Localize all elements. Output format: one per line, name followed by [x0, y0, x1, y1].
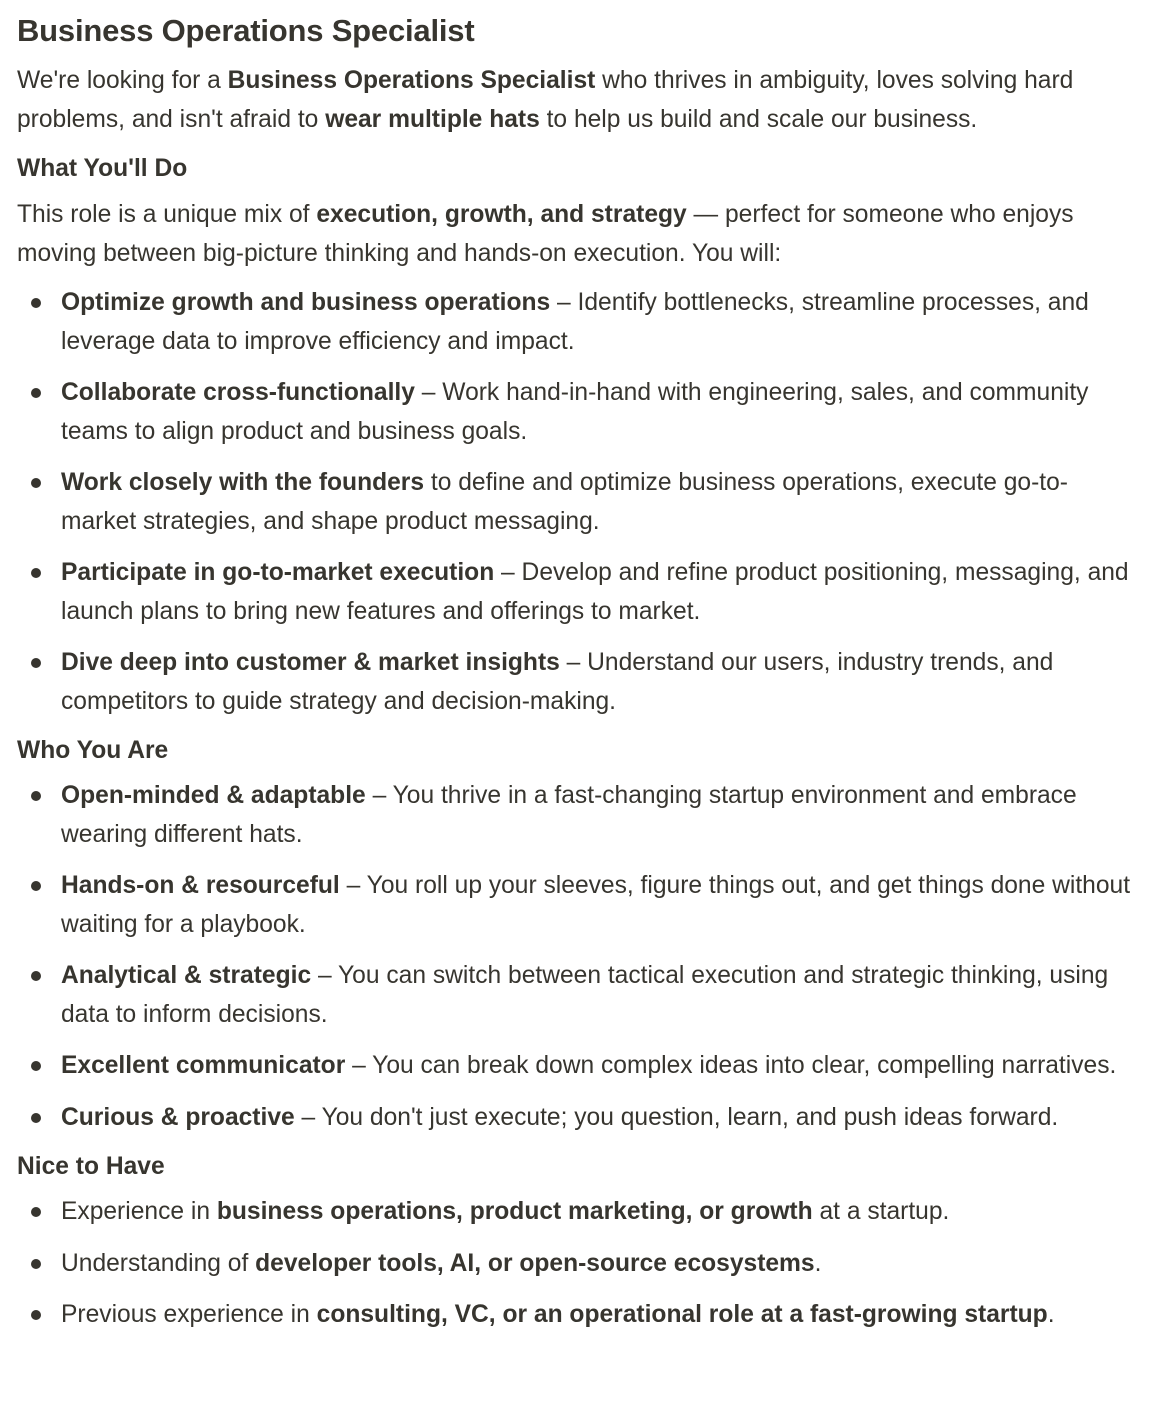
list-item	[17, 957, 1140, 1034]
item-post: .	[814, 1249, 822, 1277]
what-text-2: — perfect for someone who enjoys moving between big-picture thinking and hands-on execution. You will:	[17, 201, 1074, 267]
intro-bold-1: Business Operations Specialist	[227, 67, 596, 94]
bullet-icon	[31, 791, 41, 801]
item-bold: Hands-on & resourceful	[61, 872, 340, 899]
list-item	[17, 1296, 1140, 1335]
item-pre: Experience in	[61, 1198, 217, 1225]
bullet-icon	[31, 478, 41, 488]
item-bold: Work closely with the founders	[61, 469, 425, 496]
what-bold-1: execution, growth, and strategy	[316, 201, 687, 228]
what-paragraph	[17, 196, 1140, 273]
intro-bold-2: wear multiple hats	[325, 105, 540, 133]
intro-text-3: to help us build and scale our business.	[539, 105, 978, 133]
item-bold: business operations, product marketing, or growth	[216, 1198, 813, 1225]
list-item	[17, 284, 1140, 361]
item-bold: Collaborate cross-functionally	[61, 379, 415, 406]
item-post: at a startup.	[812, 1198, 950, 1225]
list-item	[17, 464, 1140, 541]
list-item	[17, 374, 1140, 451]
item-text: – You can switch between tactical execution and strategic thinking, using data to inform decisions.	[61, 962, 1109, 1028]
bullet-icon	[31, 1259, 41, 1269]
page-title: Business Operations Specialist	[17, 13, 475, 48]
item-bold: Open-minded & adaptable	[61, 782, 366, 809]
item-bold: Dive deep into customer & market insights	[61, 649, 560, 676]
list-item	[17, 777, 1140, 854]
item-bold: Curious & proactive	[61, 1103, 295, 1131]
intro-text-1: We're looking for a	[17, 67, 228, 94]
item-text: – You roll up your sleeves, figure things out, and get things done without waiting for a playbook.	[61, 872, 1131, 938]
intro-text-2: who thrives in ambiguity, loves solving hard problems, and isn't afraid to	[17, 67, 1074, 133]
list-item	[17, 1099, 1140, 1138]
bullet-icon	[31, 1061, 41, 1071]
item-bold: Optimize growth and business operations	[61, 289, 551, 316]
bullet-icon	[31, 1113, 41, 1123]
item-bold: Participate in go-to-market execution	[61, 559, 495, 586]
bullet-icon	[31, 881, 41, 891]
section-heading-who: Who You Are	[17, 737, 169, 764]
item-pre: Understanding of	[61, 1249, 256, 1277]
list-item	[17, 644, 1140, 721]
bullet-icon	[31, 971, 41, 981]
item-text: – Develop and refine product positioning, messaging, and launch plans to bring new features and offerings to market.	[61, 559, 1129, 625]
item-text: – You thrive in a fast-changing startup environment and embrace wearing different hats.	[61, 782, 1077, 848]
item-bold: consulting, VC, or an operational role at a fast-growing startup	[316, 1301, 1048, 1328]
what-text-1: This role is a unique mix of	[17, 201, 317, 228]
what-list	[17, 284, 1140, 721]
item-pre: Previous experience in	[61, 1301, 317, 1328]
section-heading-nice: Nice to Have	[17, 1153, 165, 1180]
nice-list	[17, 1193, 1140, 1335]
bullet-icon	[31, 1310, 41, 1320]
list-item	[17, 554, 1140, 631]
item-text: – You can break down complex ideas into clear, compelling narratives.	[345, 1052, 1117, 1079]
list-item	[17, 1193, 1140, 1232]
item-text: – Understand our users, industry trends, and competitors to guide strategy and decision-making.	[61, 649, 1054, 715]
list-item	[17, 1047, 1140, 1086]
bullet-icon	[31, 658, 41, 668]
item-text: – You don't just execute; you question, learn, and push ideas forward.	[294, 1103, 1059, 1131]
list-item	[17, 1245, 1140, 1284]
item-bold: Excellent communicator	[61, 1052, 346, 1079]
intro-paragraph	[17, 62, 1140, 139]
item-text: to define and optimize business operations, execute go-to-market strategies, and shape product messaging.	[61, 469, 1068, 535]
bullet-icon	[31, 1207, 41, 1217]
list-item	[17, 867, 1140, 944]
item-bold: Analytical & strategic	[61, 962, 312, 989]
bullet-icon	[31, 298, 41, 308]
who-list	[17, 777, 1140, 1137]
bullet-icon	[31, 568, 41, 578]
bullet-icon	[31, 388, 41, 398]
section-heading-what: What You'll Do	[17, 155, 188, 182]
item-text: – Work hand-in-hand with engineering, sales, and community teams to align product and business goals.	[61, 379, 1089, 445]
item-text: – Identify bottlenecks, streamline processes, and leverage data to improve efficiency and impact.	[61, 289, 1089, 355]
item-post: .	[1047, 1301, 1055, 1328]
item-bold: developer tools, AI, or open-source ecosystems	[255, 1249, 815, 1277]
